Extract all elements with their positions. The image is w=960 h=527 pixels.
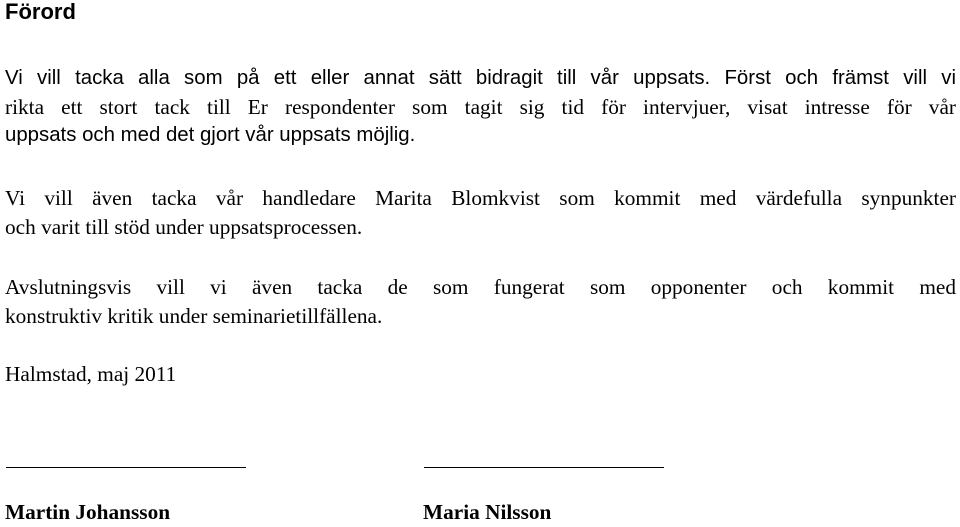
paragraph-line: och varit till stöd under uppsatsprocessen. (5, 214, 363, 239)
paragraph-line-segment: Först och främst vill vi (710, 67, 956, 89)
paragraph-line: uppsats och med det gjort vår uppsats möjlig. (5, 124, 416, 146)
paragraph-line: Avslutningsvis vill vi även tacka de som fungerat som opponenter och kommit med (5, 275, 956, 299)
paragraph-line: konstruktiv kritik under seminarietillfällena. (5, 303, 383, 328)
paragraph-line (5, 63, 956, 93)
place-and-date: Halmstad, maj 2011 (5, 362, 177, 386)
paragraph-thanks-respondents (5, 63, 956, 150)
signature-line (424, 467, 664, 468)
paragraph-thanks-supervisor (5, 184, 956, 241)
page-title: Förord (5, 0, 76, 24)
paragraph-line: rikta ett stort tack till Er respondenter som tagit sig tid för intervjuer, visat intresse för vår (5, 94, 956, 119)
paragraph-thanks-opponents (5, 273, 956, 330)
signature-line (6, 467, 246, 468)
paragraph-line: Vi vill även tacka vår handledare Marita Blomkvist som kommit med värdefulla synpunkter (5, 186, 956, 210)
paragraph-line-segment: Vi vill tacka alla som på ett eller annat sätt bidragit till vår uppsats. (5, 67, 711, 89)
signature-name: Martin Johansson (5, 500, 171, 524)
signature-name: Maria Nilsson (423, 500, 552, 524)
